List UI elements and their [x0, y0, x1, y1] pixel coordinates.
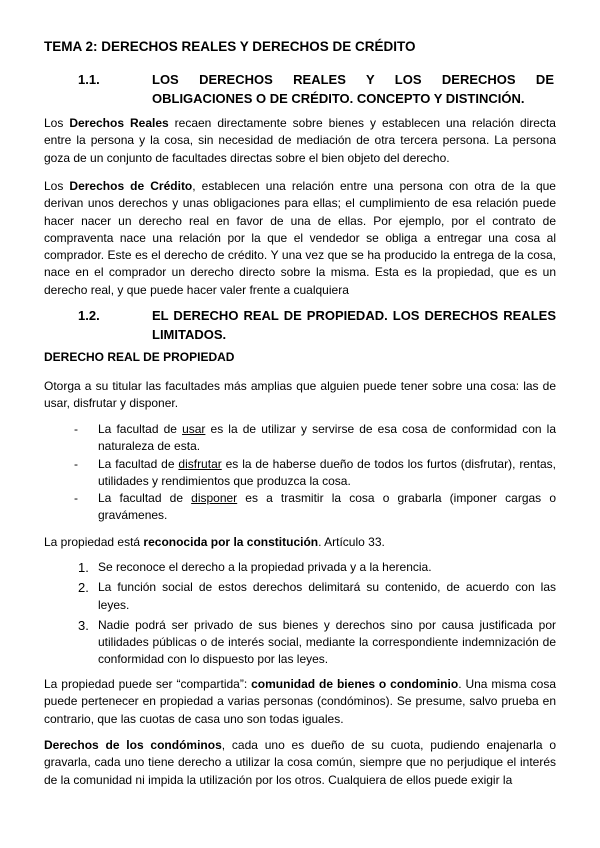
list-item: 2. La función social de estos derechos delimitará su contenido, de acuerdo con las leyes. [78, 580, 556, 612]
list-item: 1. Se reconoce el derecho a la propiedad privada y a la herencia. [78, 560, 432, 575]
list-item: - La facultad de usar es la de utilizar y servirse de esa cosa de conformidad con la naturaleza de esta. [74, 422, 556, 454]
list-item: - La facultad de disfrutar es la de haberse dueño de todos los furtos (disfrutar), rentas, utilidades y rendimientos que produzca la cosa. [74, 456, 556, 488]
list-item: 3. Nadie podrá ser privado de sus bienes y derechos sino por causa justificada por utilidades públicas o de interés social, mediante la correspondiente indemnización de conformidad con lo dispuesto por las leyes. [78, 617, 556, 667]
paragraph-constitucion: La propiedad está reconocida por la constitución. Artículo 33. [44, 535, 385, 549]
document-title: TEMA 2: DERECHOS REALES Y DERECHOS DE CRÉDITO [44, 39, 416, 54]
paragraph-derechos-reales: Los Derechos Reales recaen directamente sobre bienes y establecen una relación directa entre la persona y la cosa, sin necesidad de mediación de otra tercera persona. La persona goza de un conjunto de facultades directas sobre el bien objeto del derecho. [44, 116, 556, 165]
paragraph-derechos-credito: Los Derechos de Crédito, establecen una relación entre una persona con otra de la que derivan unos derechos y unas obligaciones para ellas; el cumplimiento de esa relación puede hacer nacer un derecho real en favor de una de ellas. Por ejemplo, por el contrato de compraventa nace una relación por la que el vendedor se obliga a entregar una cosa al comprador. Este es el derecho de crédito. Y una vez que se ha producido la entrega de la cosa, nace en el comprador un derecho directo sobre la misma. Esta es la propiedad, que es un derecho real, y que puede hacer valer frente a cualquiera [44, 179, 556, 297]
paragraph-otorga: Otorga a su titular las facultades más amplias que alguien puede tener sobre una cosa: las de usar, disfrutar y disponer. [44, 379, 556, 411]
section-heading-1-1 [78, 70, 554, 108]
facultades-list [74, 421, 556, 525]
articulo-33-list [78, 559, 556, 669]
section-heading-1-2 [78, 306, 556, 344]
section-number: 1.2. [78, 308, 100, 323]
section-title: LOS DERECHOS REALES Y LOS DERECHOS DE OBLIGACIONES O DE CRÉDITO. CONCEPTO Y DISTINCIÓN. [152, 72, 554, 106]
section-number: 1.1. [78, 72, 100, 87]
paragraph-derechos-condominos: Derechos de los condóminos, cada uno es dueño de su cuota, pudiendo enajenarla o gravarla, cada uno tiene derecho a utilizar la cosa común, siempre que no perjudique el interés de la comunidad ni impida la utilización por los otros. Cualquiera de ellos puede exigir la [44, 738, 556, 787]
subheading-derecho-real-propiedad: DERECHO REAL DE PROPIEDAD [44, 350, 235, 364]
paragraph-comunidad-bienes: La propiedad puede ser “compartida”: comunidad de bienes o condominio. Una misma cosa puede pertenecer en propiedad a varias personas (condóminos). Se presume, salvo prueba en contrario, que las cuotas de casa uno son todas iguales. [44, 677, 557, 726]
list-item: - La facultad de disponer es a trasmitir la cosa o grabarla (imponer cargas o gravámenes. [74, 491, 556, 523]
section-title: EL DERECHO REAL DE PROPIEDAD. LOS DERECHOS REALES LIMITADOS. [152, 308, 556, 342]
